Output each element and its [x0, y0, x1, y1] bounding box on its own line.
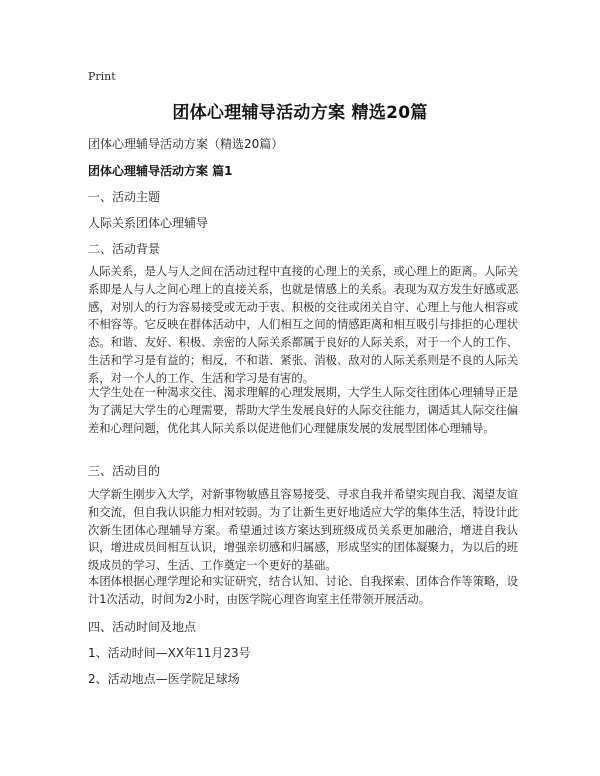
- background-paragraph-2: 大学生处在一种渴求交往、渴求理解的心理发展期，大学生人际交往团体心理辅导正是为了满足大学生的心理需要，帮助大学生发展良好的人际交往能力，调适其人际交往偏差和心理问题，优化其人际关系以促进他们心理健康发展的发展型团体心理辅导。: [88, 386, 518, 435]
- document-subtitle: 团体心理辅导活动方案（精选20篇）: [88, 137, 284, 151]
- activity-time-item: 1、活动时间—XX年11月23号: [88, 646, 251, 660]
- activity-place-item: 2、活动地点—医学院足球场: [88, 672, 240, 686]
- activity-theme-text: 人际关系团体心理辅导: [88, 216, 209, 230]
- background-paragraph-1: 人际关系，是人与人之间在活动过程中直接的心理上的关系，或心理上的距离。人际关系即是人与人之间心理上的直接关系，也就是情感上的关系。表现为双方发生好感或恶感，对别人的行为容易接受或无动于衷、积极的交往或闭关自守、心理上与他人相容或不相容等。它反映在群体活动中，人们相互之间的情感距离和相互吸引与排拒的心理状态。和谐、友好、积极、亲密的人际关系都属于良好的人际关系，对于一个人的工作、生活和学习是有益的；相反，不和谐、紧张、消极、敌对的人际关系则是不良的人际关系，对一个人的工作、生活和学习是有害的。: [88, 265, 518, 385]
- heading-activity-purpose: 三、活动目的: [88, 464, 161, 478]
- heading-time-and-place: 四、活动时间及地点: [88, 620, 197, 634]
- heading-activity-background: 二、活动背景: [88, 242, 161, 256]
- print-label[interactable]: Print: [88, 70, 116, 83]
- purpose-paragraph-1: 大学新生刚步入大学，对新事物敏感且容易接受、寻求自我并希望实现自我、渴望友谊和交流，但自我认识能力相对较弱。为了让新生更好地适应大学的集体生活，特设计此次新生团体心理辅导方案。希望通过该方案达到班级成员关系更加融洽，增进自我认识，增进成员间相互认识，增强亲切感和归属感，形成坚实的团体凝聚力，为以后的班级成员的学习、生活、工作奠定一个更好的基础。: [88, 488, 518, 573]
- document-title: 团体心理辅导活动方案 精选20篇: [172, 103, 428, 123]
- section-title: 团体心理辅导活动方案 篇1: [88, 164, 233, 178]
- heading-activity-theme: 一、活动主题: [88, 190, 161, 204]
- purpose-paragraph-2: 本团体根据心理学理论和实证研究，结合认知、讨论、自我探索、团体合作等策略，设计1次活动，时间为2小时，由医学院心理咨询室主任带领开展活动。: [88, 575, 518, 606]
